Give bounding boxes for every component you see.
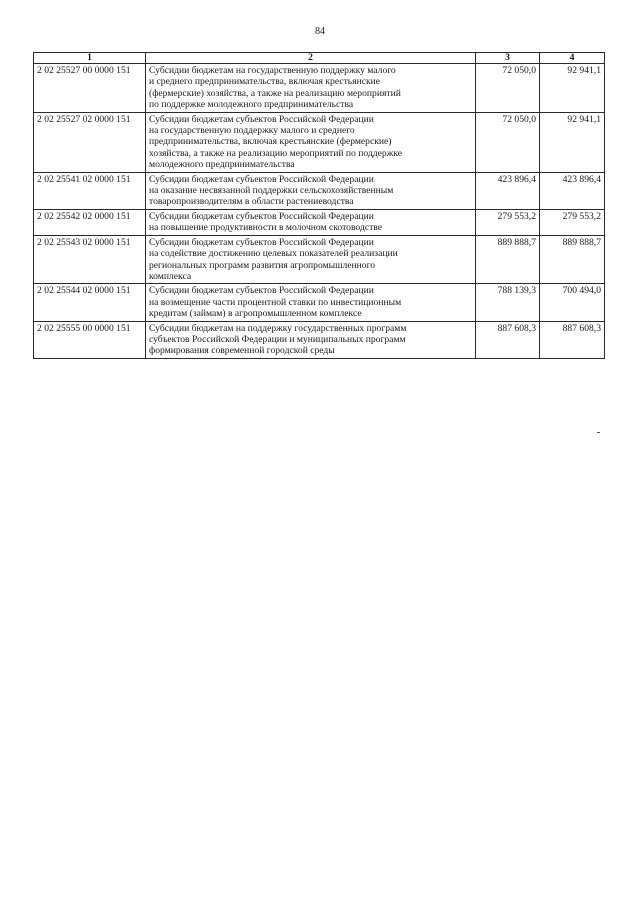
amount-col4-cell: 700 494,0 <box>540 284 605 321</box>
description-line: субъектов Российской Федерации и муниципальных программ <box>149 333 406 345</box>
amount-col4-cell: 889 888,7 <box>540 235 605 284</box>
description-line: молодежного предпринимательства <box>149 159 295 171</box>
description-line: на государственную поддержку малого и среднего <box>149 125 355 137</box>
amount-col3-cell: 889 888,7 <box>476 235 540 284</box>
budget-code-cell: 2 02 25542 02 0000 151 <box>34 209 146 235</box>
description-line: формирования современной городской среды <box>149 345 335 357</box>
description-cell <box>146 321 476 358</box>
column-header-4: 4 <box>540 53 605 64</box>
description-line: (фермерские) хозяйства, а также на реализацию мероприятий <box>149 87 401 99</box>
description-cell <box>146 209 476 235</box>
description-line: товаропроизводителям в области растениеводства <box>149 196 354 208</box>
description-line: на содействие достижению целевых показателей реализации <box>149 248 398 260</box>
budget-code-cell: 2 02 25544 02 0000 151 <box>34 284 146 321</box>
description-line: Субсидии бюджетам субъектов Российской Федерации <box>149 236 374 248</box>
budget-code-cell: 2 02 25541 02 0000 151 <box>34 172 146 209</box>
amount-col3-cell: 887 608,3 <box>476 321 540 358</box>
budget-code-cell: 2 02 25527 00 0000 151 <box>34 64 146 113</box>
table-row <box>34 172 605 209</box>
table-row <box>34 284 605 321</box>
amount-col4-cell: 279 553,2 <box>540 209 605 235</box>
description-cell <box>146 64 476 113</box>
description-line: и среднего предпринимательства, включая крестьянские <box>149 76 381 88</box>
description-line: Субсидии бюджетам субъектов Российской Федерации <box>149 113 374 125</box>
table-body <box>34 64 605 359</box>
description-line: Субсидии бюджетам субъектов Российской Федерации <box>149 210 374 222</box>
column-header-1: 1 <box>34 53 146 64</box>
amount-col4-cell: 92 941,1 <box>540 112 605 172</box>
budget-table <box>33 52 605 359</box>
table-row <box>34 209 605 235</box>
description-line: на возмещение части процентной ставки по инвестиционным <box>149 296 402 308</box>
description-line: предпринимательства, включая крестьянские (фермерские) <box>149 136 392 148</box>
description-cell <box>146 112 476 172</box>
amount-col3-cell: 72 050,0 <box>476 64 540 113</box>
description-line: региональных программ развития агропромышленного <box>149 259 376 271</box>
description-line: Субсидии бюджетам на государственную поддержку малого <box>149 65 396 76</box>
budget-code-cell: 2 02 25555 00 0000 151 <box>34 321 146 358</box>
table-row <box>34 321 605 358</box>
description-line: комплекса <box>149 270 192 282</box>
amount-col3-cell: 72 050,0 <box>476 112 540 172</box>
column-header-3: 3 <box>476 53 540 64</box>
description-line: Субсидии бюджетам субъектов Российской Федерации <box>149 173 374 185</box>
description-line: кредитам (займам) в агропромышленном комплексе <box>149 308 362 320</box>
page-number: 84 <box>315 26 325 37</box>
amount-col4-cell: 887 608,3 <box>540 321 605 358</box>
description-line: по поддержке молодежного предпринимательства <box>149 99 354 111</box>
amount-col4-cell: 92 941,1 <box>540 64 605 113</box>
budget-code-cell: 2 02 25527 02 0000 151 <box>34 112 146 172</box>
description-cell <box>146 172 476 209</box>
description-cell <box>146 284 476 321</box>
amount-col3-cell: 788 139,3 <box>476 284 540 321</box>
budget-code-cell: 2 02 25543 02 0000 151 <box>34 235 146 284</box>
table-row <box>34 64 605 113</box>
column-header-2: 2 <box>146 53 476 64</box>
table-row <box>34 235 605 284</box>
description-cell <box>146 235 476 284</box>
description-line: Субсидии бюджетам на поддержку государственных программ <box>149 322 407 334</box>
amount-col4-cell: 423 896,4 <box>540 172 605 209</box>
description-line: хозяйства, а также на реализацию мероприятий по поддержке <box>149 147 402 159</box>
amount-col3-cell: 423 896,4 <box>476 172 540 209</box>
table-header-row <box>34 53 605 64</box>
table-row <box>34 112 605 172</box>
description-line: на оказание несвязанной поддержки сельскохозяйственным <box>149 185 394 197</box>
scan-mark <box>597 432 600 433</box>
description-line: Субсидии бюджетам субъектов Российской Федерации <box>149 285 374 297</box>
description-line: на повышение продуктивности в молочном скотоводстве <box>149 222 383 234</box>
amount-col3-cell: 279 553,2 <box>476 209 540 235</box>
